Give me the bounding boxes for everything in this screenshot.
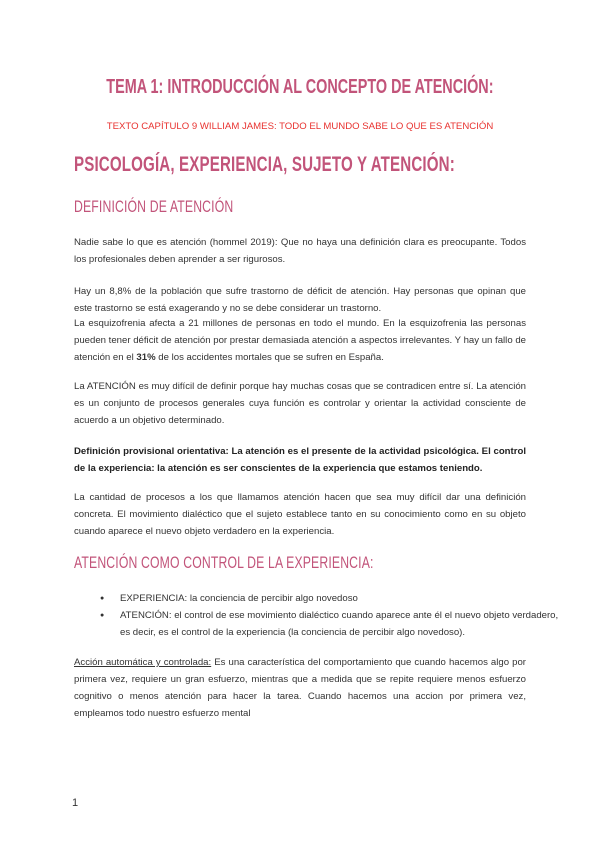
paragraph-accion <box>74 654 526 722</box>
section-heading-psicologia-text: PSICOLOGÍA, EXPERIENCIA, SUJETO Y ATENCIÓN: <box>74 153 455 176</box>
bullet-list <box>74 590 560 641</box>
subsection-heading-definicion-text: DEFINICIÓN DE ATENCIÓN <box>74 197 234 216</box>
paragraph-1: Nadie sabe lo que es atención (hommel 2019): Que no haya una definición clara es preocupante. Todos los profesionales deben aprender a ser rigurosos. <box>74 237 526 265</box>
bullet-item: ● ATENCIÓN: el control de ese movimiento dialéctico cuando aparece ante él el nuevo objeto verdadero, es decir, es el control de la experiencia (la conciencia de percibir algo novedoso). <box>108 607 560 641</box>
paragraph-accion-text: Es una característica del comportamiento que cuando hacemos algo por primera vez, requiere un gran esfuerzo, mientras que a medida que se repite requiere menos esfuerzo cognitivo o menos atención para hacer la tarea. Cuando hacemos una accion por primera vez, empleamos todo nuestro esfuerzo mental <box>74 657 526 719</box>
paragraph-3 <box>74 315 526 366</box>
section-heading-psicologia <box>74 153 600 177</box>
paragraph-2: Hay un 8,8% de la población que sufre trastorno de déficit de atención. Hay personas que opinan que este trastorno se está exagerando y no se debe considerar un trastorno. <box>74 286 526 314</box>
paragraph-3-highlight: 31% <box>136 352 156 363</box>
subsection-heading-definicion <box>74 197 295 217</box>
document-title <box>0 76 600 99</box>
subsection-heading-control-text: ATENCIÓN COMO CONTROL DE LA EXPERIENCIA: <box>74 553 374 572</box>
bullet-item: ● EXPERIENCIA: la conciencia de percibir algo novedoso <box>108 590 560 607</box>
paragraph-3-text-end: de los accidentes mortales que se sufren en España. <box>155 352 384 363</box>
paragraph-6: La cantidad de procesos a los que llamamos atención hacen que sea muy difícil dar una definición concreta. El movimiento dialéctico que el sujeto establece tanto en su conocimiento como en su objeto cuando aparece el nuevo objeto verdadero en la experiencia. <box>74 492 526 537</box>
paragraph-definition: Definición provisional orientativa: La atención es el presente de la actividad psicológica. El control de la experiencia: la atención es ser conscientes de la experiencia que estamos teniendo. <box>74 446 526 474</box>
paragraph-4: La ATENCIÓN es muy difícil de definir porque hay muchas cosas que se contradicen entre sí. La atención es un conjunto de procesos generales cuya función es controlar y orientar la actividad consciente de acuerdo a un objetivo determinado. <box>74 381 526 426</box>
paragraph-3-text: La esquizofrenia afecta a 21 millones de personas en todo el mundo. En la esquizofrenia las personas pueden tener déficit de atención por prestar demasiada atención a aspectos irrelevantes. Y hay un fallo de atención en el <box>74 318 526 363</box>
subsection-heading-control <box>74 553 490 573</box>
paragraph-accion-label: Acción automática y controlada: <box>74 657 212 668</box>
document-title-text: TEMA 1: INTRODUCCIÓN AL CONCEPTO DE ATENCIÓN: <box>106 76 494 98</box>
document-subtitle: TEXTO CAPÍTULO 9 WILLIAM JAMES: TODO EL MUNDO SABE LO QUE ES ATENCIÓN <box>106 121 494 132</box>
page-number: 1 <box>72 797 79 809</box>
